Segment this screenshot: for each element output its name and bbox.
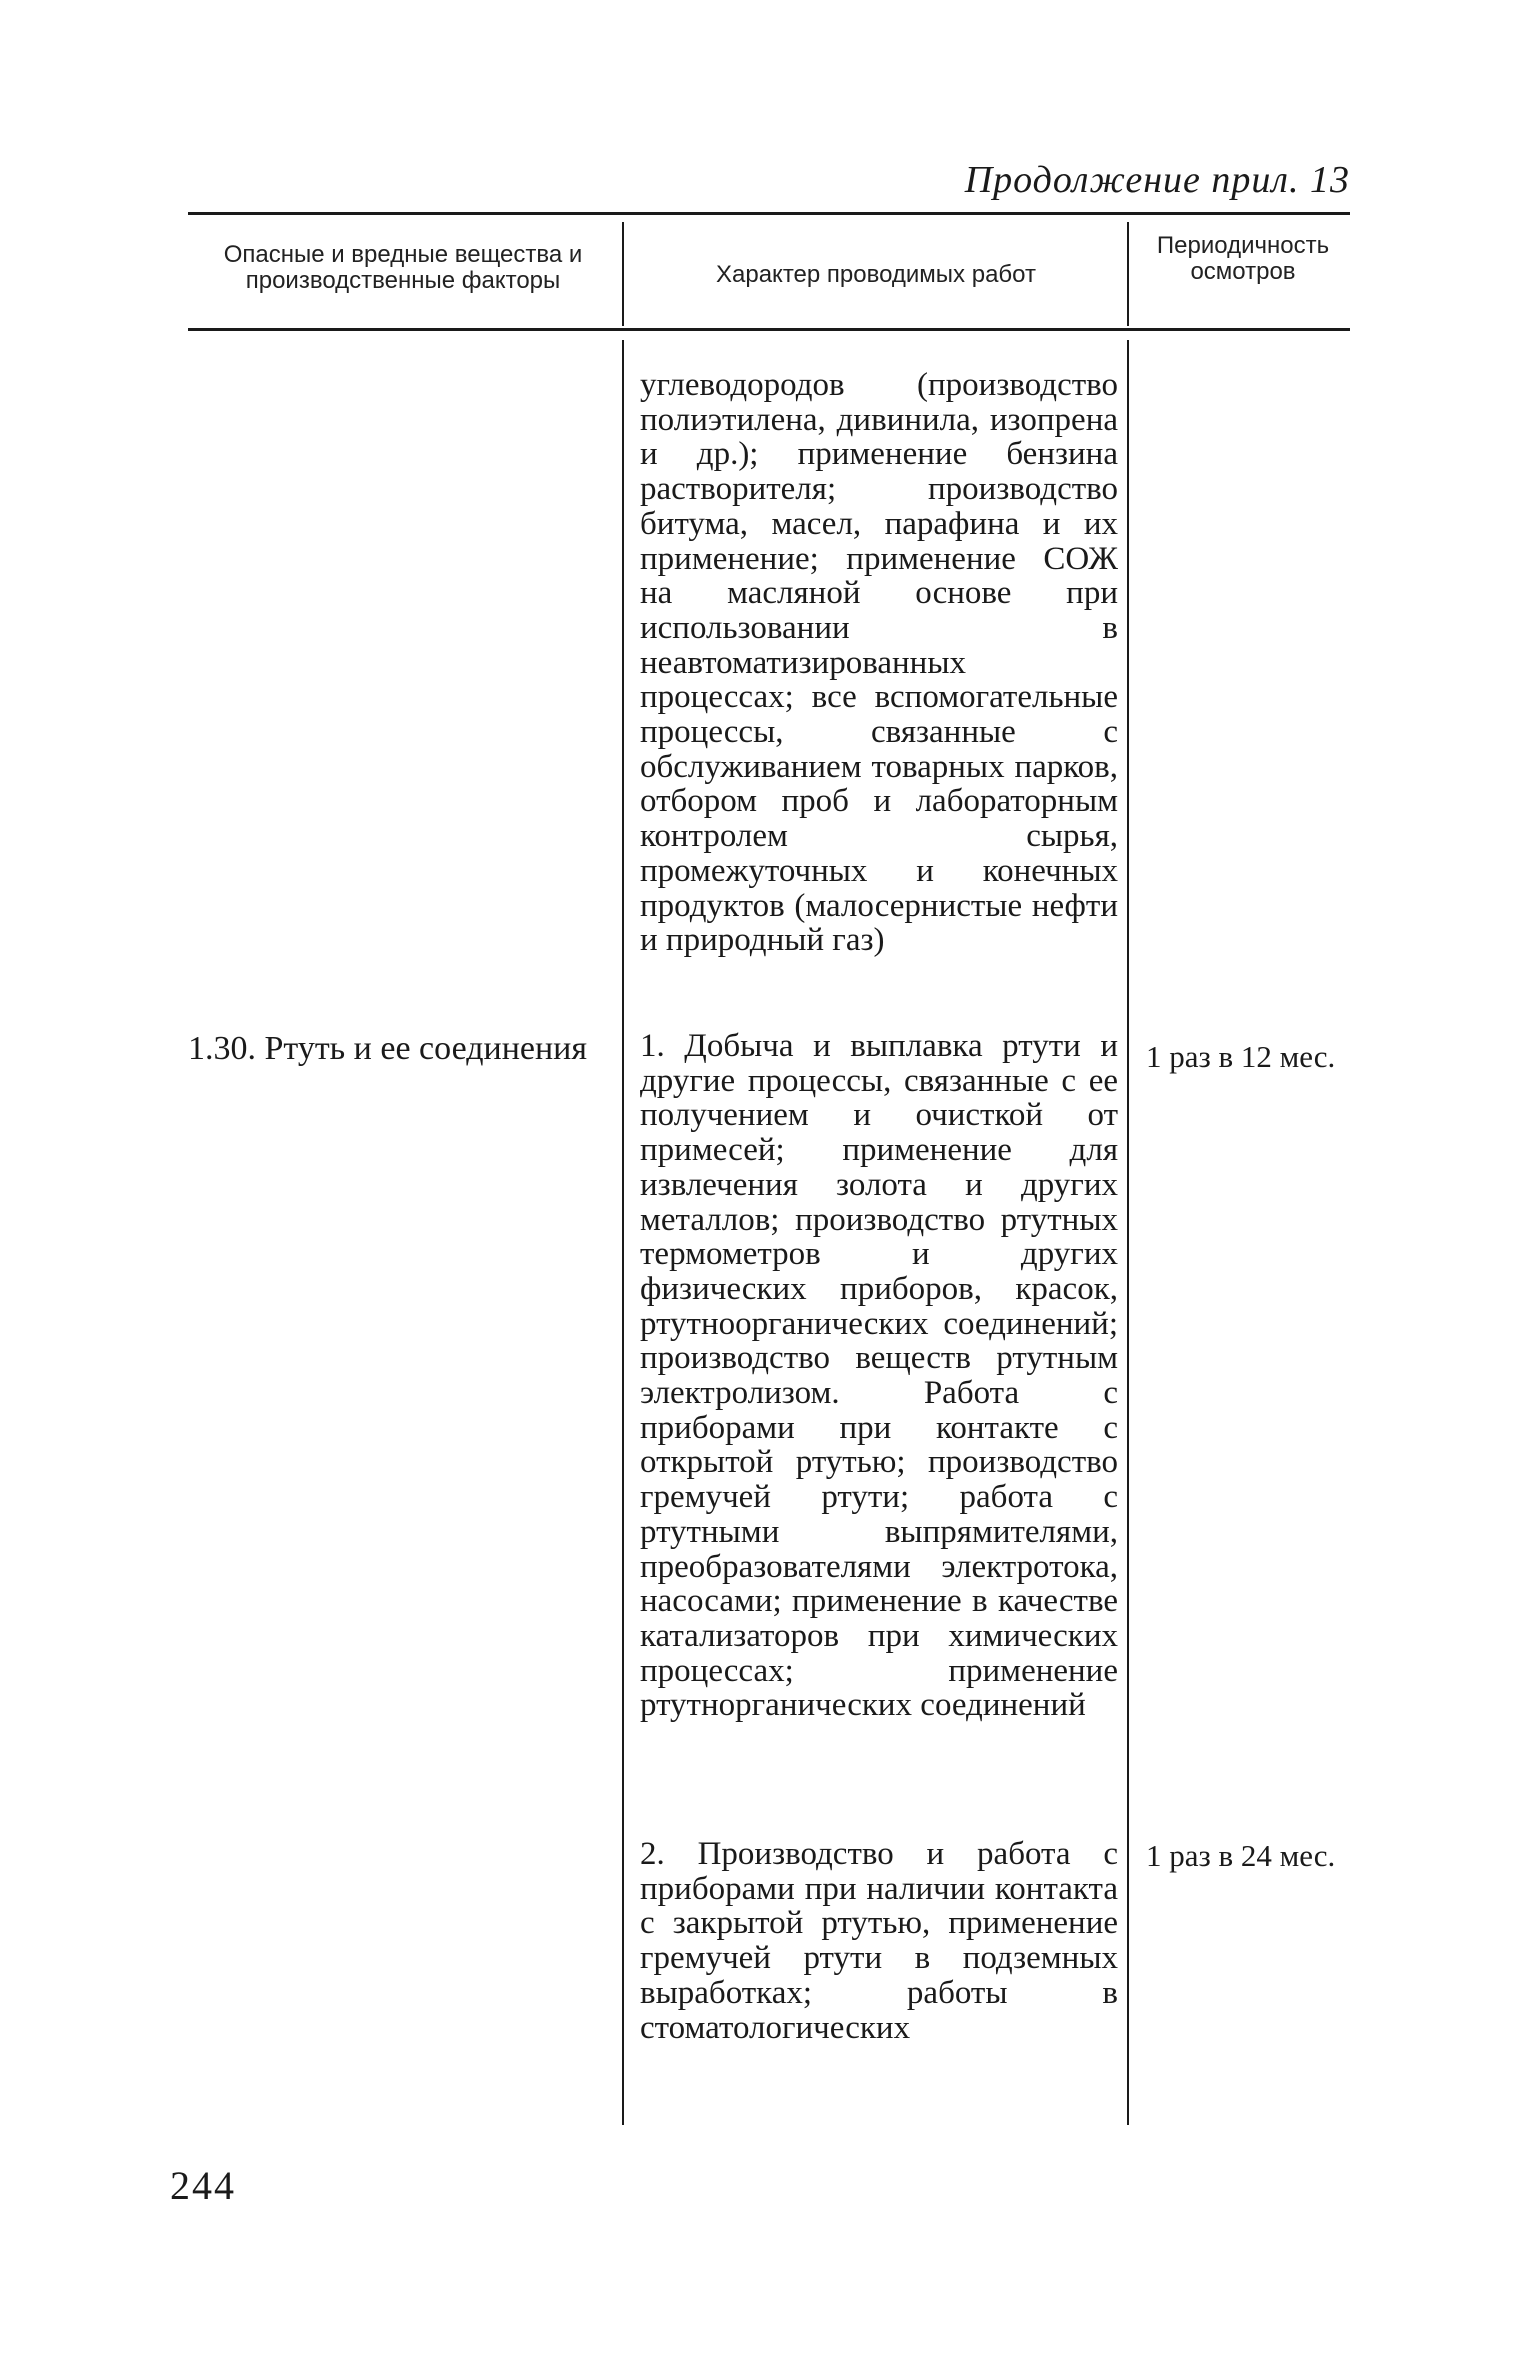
work-description-mercury-2 [640,1837,1118,2045]
substance-label: 1.30. Ртуть и ее соединения [188,1030,588,1067]
header-divider-2 [1127,222,1129,326]
column-header-work-type: Характер проводимых работ [716,261,1036,288]
table-header-rule [188,328,1350,331]
work-description-continued [640,368,1118,958]
work-text-2: 2. Производство и работа с приборами при наличии контакта с закрытой ртутью, применение гремучей ртути в подземных выработках; работы в стоматологических [640,1836,1118,2046]
page-number: 244 [170,2163,236,2208]
column-header-periodicity: Периодичность осмотров [1156,232,1330,285]
work-text-continued: углеводородов (производство полиэтилена, дивинила, изопрена и др.); применение бензина растворителя; производство битума, масел, парафина и их применение; применение СОЖ на масляной основе при использовании в неавтоматизированных процессах; все вспомогательные процессы, связанные с обслуживанием товарных парков, отбором проб и лабораторным контролем сырья, промежуточных и конечных продуктов (малосернистые нефти и природный газ) [640,367,1118,959]
periodicity-mercury-2: 1 раз в 24 мес. [1146,1838,1336,1873]
body-divider-2 [1127,340,1129,2125]
work-description-mercury-1 [640,1029,1118,1723]
periodicity-mercury-1: 1 раз в 12 мес. [1146,1039,1336,1074]
table-top-rule [188,212,1350,215]
column-header-substances: Опасные и вредные вещества и производственные факторы [223,241,583,294]
body-divider-1 [622,340,624,2125]
header-divider-1 [622,222,624,326]
continuation-heading: Продолжение прил. 13 [964,159,1350,201]
substance-mercury [188,1032,608,1067]
work-text-1: 1. Добыча и выплавка ртути и другие процессы, связанные с ее получением и очисткой от примесей; применение для извлечения золота и других металлов; производство ртутных термометров и других физических приборов, красок, ртутноорганических соединений; производство веществ ртутным электролизом. Работа с приборами при контакте с открытой ртутью; производство гремучей ртути; работа с ртутными выпрямителями, преобразователями электротока, насосами; применение в качестве катализаторов при химических процессах; применение ртутнорганических соединений [640,1028,1118,1724]
